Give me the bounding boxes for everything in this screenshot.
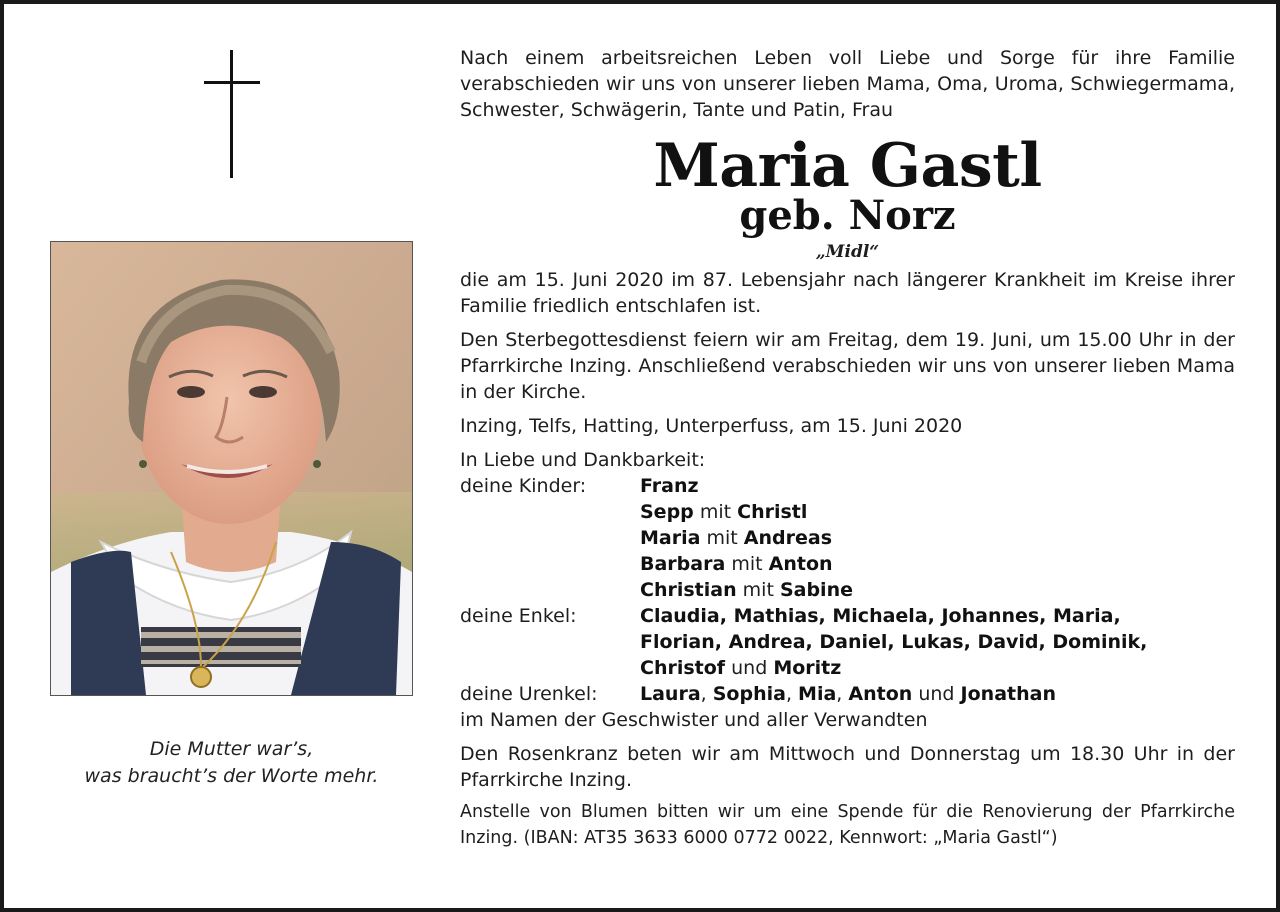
- connector-mit: mit: [742, 579, 774, 601]
- children-row-1: [460, 473, 1235, 499]
- child-name: Sepp: [640, 501, 694, 523]
- grandchildren-names: Claudia, Mathias, Michaela, Johannes, Maria,: [640, 605, 1121, 627]
- connector-mit: mit: [699, 501, 732, 523]
- child-name: Christian: [640, 579, 737, 601]
- great-grandchild-name: Jonathan: [960, 683, 1056, 705]
- great-grandchild-name: Mia: [798, 683, 837, 705]
- child-partner-name: Andreas: [743, 527, 832, 549]
- grandchild-name: Christof: [640, 657, 726, 679]
- nickname: „Midl“: [815, 242, 880, 262]
- service-paragraph: Den Sterbegottesdienst feiern wir am Freitag, dem 19. Juni, um 15.00 Uhr in der Pfarrkirche Inzing. Anschließend verabschieden wir uns von unserer lieben Mama in der Kirche.: [460, 329, 1235, 403]
- great-grandchild-name: Anton: [848, 683, 913, 705]
- grandchildren-row-1: [460, 603, 1235, 629]
- rosary-paragraph: Den Rosenkranz beten wir am Mittwoch und Donnerstag um 18.30 Uhr in der Pfarrkirche Inzing.: [460, 743, 1235, 791]
- connector-mit: mit: [731, 553, 763, 575]
- deceased-name: Maria Gastl: [653, 131, 1042, 201]
- children-row-3: [460, 525, 1235, 551]
- grandchildren-names: Florian, Andrea, Daniel, Lukas, David, Dominik,: [640, 631, 1148, 653]
- family-table: [460, 473, 1235, 707]
- child-partner-name: Sabine: [779, 579, 853, 601]
- donation-paragraph: Anstelle von Blumen bitten wir um eine Spende für die Renovierung der Pfarrkirche Inzing. (IBAN: AT35 3633 6000 0772 0022, Kennwort: „Maria Gastl“): [460, 802, 1235, 848]
- cross-icon: [204, 50, 260, 178]
- relatives-line: im Namen der Geschwister und aller Verwandten: [460, 709, 928, 731]
- portrait-photo: [50, 241, 413, 696]
- child-name: Maria: [640, 527, 701, 549]
- great-grandchild-name: Sophia: [712, 683, 786, 705]
- intro-paragraph: Nach einem arbeitsreichen Leben voll Liebe und Sorge für ihre Familie verabschieden wir uns von unserer lieben Mama, Oma, Uroma, Schwiegermama, Schwester, Schwägerin, Tante und Patin, Frau: [460, 47, 1235, 121]
- connector-mit: mit: [706, 527, 738, 549]
- grandchildren-row-3: [460, 655, 1235, 681]
- child-partner-name: Anton: [768, 553, 833, 575]
- great-grandchild-name: Laura: [640, 683, 701, 705]
- children-row-5: [460, 577, 1235, 603]
- obituary-text: [460, 45, 1235, 851]
- great-grandchildren-row: deine Urenkel: Laura, Sophia, Mia, Anton und Jonathan: [460, 683, 1056, 705]
- children-label: deine Kinder:: [460, 475, 587, 497]
- grandchildren-label: deine Enkel:: [460, 605, 577, 627]
- child-name: Franz: [640, 475, 699, 497]
- children-row-2: [460, 499, 1235, 525]
- quote-line-1: Die Mutter war’s,: [149, 738, 314, 760]
- grandchild-name: Moritz: [773, 657, 842, 679]
- grandchildren-row-2: [460, 629, 1235, 655]
- child-partner-name: Christl: [737, 501, 808, 523]
- death-paragraph: die am 15. Juni 2020 im 87. Lebensjahr nach längerer Krankheit im Kreise ihrer Familie friedlich entschlafen ist.: [460, 269, 1235, 317]
- children-row-4: [460, 551, 1235, 577]
- great-grandchildren-label: deine Urenkel:: [460, 683, 598, 705]
- place-date: Inzing, Telfs, Hatting, Unterperfuss, am 15. Juni 2020: [460, 415, 963, 437]
- quote-line-2: was braucht’s der Worte mehr.: [84, 765, 379, 787]
- connector-und: und: [731, 657, 768, 679]
- connector-und: und: [918, 683, 955, 705]
- child-name: Barbara: [640, 553, 726, 575]
- memorial-quote: [50, 736, 413, 790]
- maiden-name: geb. Norz: [739, 192, 956, 239]
- closing-greeting: In Liebe und Dankbarkeit:: [460, 449, 706, 471]
